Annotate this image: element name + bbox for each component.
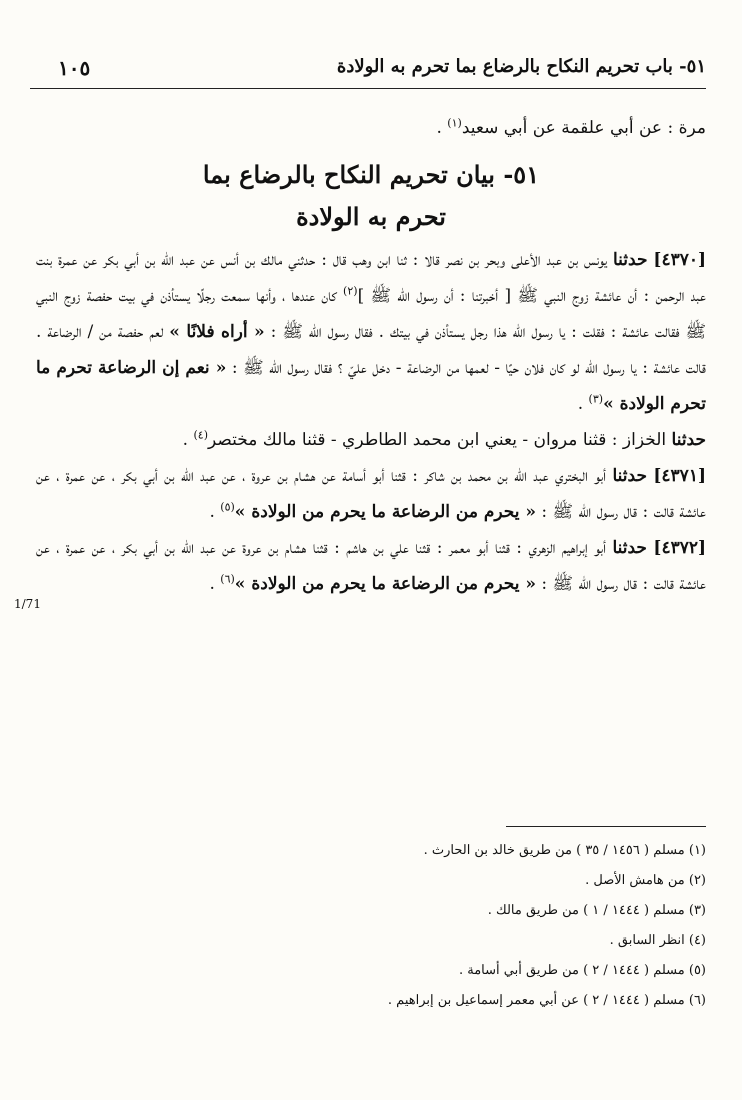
hadith-text: أبو البختري عبد الله بن محمد بن شاكر : قثنا أبو أسامة عن هشام بن عروة ، عن عبد الله بن أبي بكر ، عن عمرة ، عن عائشة قالت : قال رسول الله ﷺ : [36, 466, 706, 522]
hadith-end: . [209, 502, 221, 522]
footnote-4: (٤) انظر السابق . [609, 933, 706, 948]
hadith-number: [٤٣٧٠] [653, 250, 707, 270]
intro-paragraph [36, 110, 706, 146]
hadith-text: كان عندها ، وأنها سمعت رجلًا يستأذن في بيت حفصة زوج النبي ﷺ فقالت عائشة : فقلت : يا رسول الله هذا رجل يستأذن في بيتك . فقال رسول الله ﷺ : [36, 286, 707, 342]
chapter-heading-line2: تحرم به الولادة [296, 202, 446, 231]
page-number: ١٠٥ [58, 56, 91, 80]
hadith-text: أبو إبراهيم الزهري : قثنا أبو معمر : قثنا علي بن هاشم : قثنا هشام بن عروة عن عبد الله بن أبي بكر ، عن عمرة ، عن عائشة قالت : قال رسول الله ﷺ : [36, 538, 706, 594]
hadith-4372 [36, 530, 706, 602]
chapter-heading [36, 154, 706, 238]
prophet-quote: « يحرم من الرضاعة ما يحرم من الولادة » [234, 502, 537, 522]
footnote-marker: (٣) [588, 392, 604, 406]
hadith-extra-chain [36, 422, 706, 458]
margin-reference: 1/71 [14, 597, 41, 611]
running-header [30, 52, 706, 89]
footnote-6: (٦) مسلم ( ١٤٤٤ / ٢ ) عن أبي معمر إسماعيل بن إبراهيم . [387, 993, 706, 1008]
prophet-quote: « نعم إن الرضاعة تحرم ما تحرم الولادة » [36, 358, 706, 414]
footnote-marker: (١) [447, 116, 462, 130]
hadith-4370 [36, 242, 706, 422]
footnote-marker: (٦) [220, 572, 235, 586]
footnote-marker: (٥) [220, 500, 235, 514]
hadith-end: . [182, 430, 194, 450]
haddathana: حدثنا [613, 250, 648, 270]
header-title: ٥١- باب تحريم النكاح بالرضاع بما تحرم به الولادة [336, 56, 706, 77]
haddathana: حدثنا [612, 466, 647, 486]
footnote-1: (١) مسلم ( ١٤٥٦ / ٣٥ ) من طريق خالد بن الحارث . [423, 843, 706, 858]
hadith-number: [٤٣٧١] [653, 466, 706, 486]
chapter-heading-line1: ٥١- بيان تحريم النكاح بالرضاع بما [202, 160, 540, 189]
footnote-3: (٣) مسلم ( ١٤٤٤ / ١ ) من طريق مالك . [487, 903, 706, 918]
footnote-marker: (٢) [343, 284, 358, 298]
hadith-number: [٤٣٧٢] [653, 538, 707, 558]
intro-end: . [436, 118, 448, 138]
footnotes [36, 836, 706, 1016]
hadith-text: لعم حفصة من / الرضاعة . قالت عائشة : يا رسول الله لو كان فلان حيًا - لعمها من الرضاعة - دخل عليّ ؟ فقال رسول الله ﷺ : [36, 322, 706, 378]
hadith-4371 [36, 458, 706, 530]
hadith-text: يونس بن عبد الأعلى وبحر بن نصر قالا : ثنا ابن وهب قال : حدثني مالك بن أنس عن عبد الله بن أبي بكر عن عمرة بنت عبد الرحمن : أن عائشة زوج النبي ﷺ [ أخبرتنا : أن رسول الله ﷺ ] [36, 250, 706, 306]
hadith-end: . [577, 394, 589, 414]
footnote-5: (٥) مسلم ( ١٤٤٤ / ٢ ) من طريق أبي أسامة . [458, 963, 706, 978]
intro-text: مرة : عن أبي علقمة عن أبي سعيد [461, 118, 706, 138]
prophet-quote: « يحرم من الرضاعة ما يحرم من الولادة » [234, 574, 537, 594]
hadith-text: الخزاز : قثنا مروان - يعني ابن محمد الطاطري - قثنا مالك مختصر [208, 430, 672, 450]
haddathana: حدثنا [671, 430, 706, 450]
footnote-marker: (٤) [193, 428, 208, 442]
hadith-end: . [209, 574, 221, 594]
haddathana: حدثنا [612, 538, 647, 558]
footnote-2: (٢) من هامش الأصل . [585, 873, 706, 888]
footnote-divider [506, 826, 706, 827]
main-text [36, 110, 706, 602]
prophet-quote: « أراه فلانًا » [169, 322, 265, 342]
